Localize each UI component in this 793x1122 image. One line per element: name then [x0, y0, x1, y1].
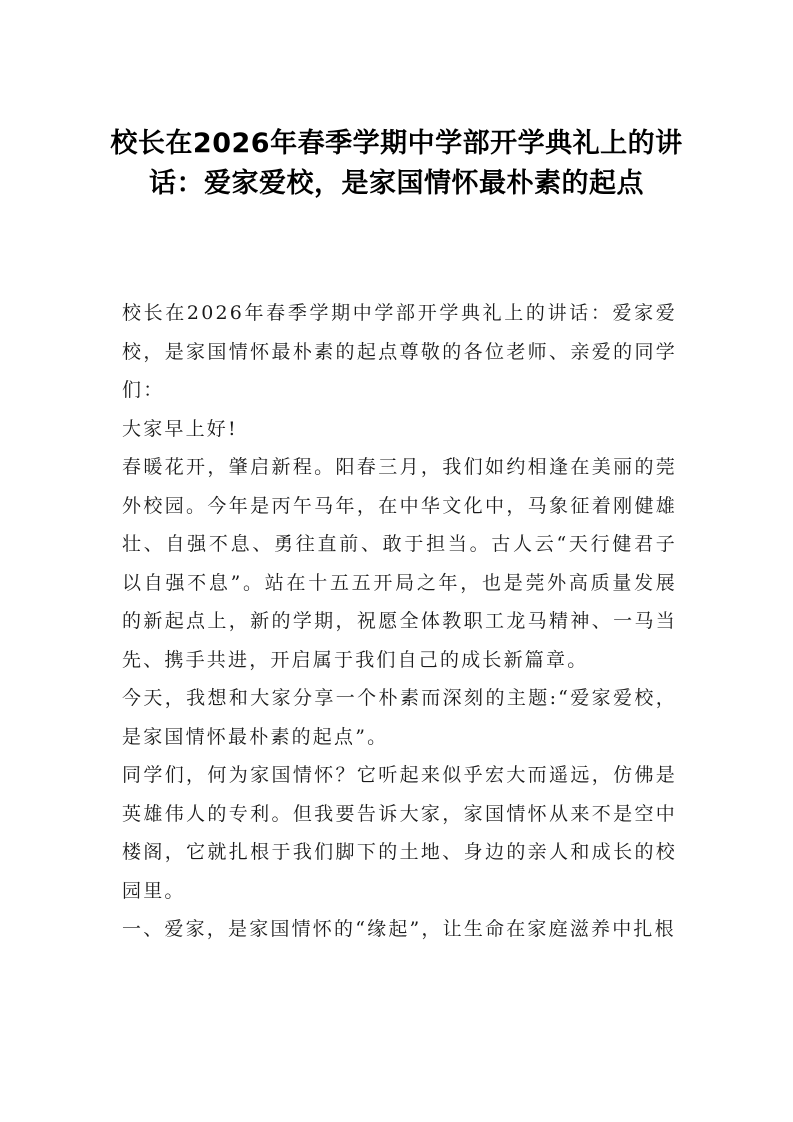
section-heading-one: 一、爱家，是家国情怀的“缘起”，让生命在家庭滋养中扎根 — [122, 918, 676, 940]
paragraph-patriotism: 同学们，何为家国情怀？它听起来似乎宏大而遥远，仿佛是英雄伟人的专利。但我要告诉大家，家国情怀从来不是空中楼阁，它就扎根于我们脚下的土地、身边的亲人和成长的校园里。 — [122, 764, 677, 902]
paragraph-greeting: 大家早上好! — [122, 417, 238, 440]
paragraph-intro: 校长在2026年春季学期中学部开学典礼上的讲话：爱家爱校，是家国情怀最朴素的起点尊敬的各位老师、亲爱的同学们： — [122, 302, 677, 401]
document-body — [122, 294, 677, 949]
document-title: 校长在2026年春季学期中学部开学典礼上的讲话：爱家爱校，是家国情怀最朴素的起点 — [110, 128, 683, 199]
paragraph-spring: 春暖花开，肇启新程。阳春三月，我们如约相逢在美丽的莞外校园。今年是丙午马年，在中华文化中，马象征着刚健雄壮、自强不息、勇往直前、敢于担当。古人云“天行健君子以自强不息”。站在十五五开局之年，也是莞外高质量发展的新起点上，新的学期，祝愿全体教职工龙马精神、一马当先、携手共进，开启属于我们自己的成长新篇章。 — [122, 456, 677, 671]
paragraph-theme: 今天，我想和大家分享一个朴素而深刻的主题:“爱家爱校，是家国情怀最朴素的起点”。 — [122, 687, 677, 748]
